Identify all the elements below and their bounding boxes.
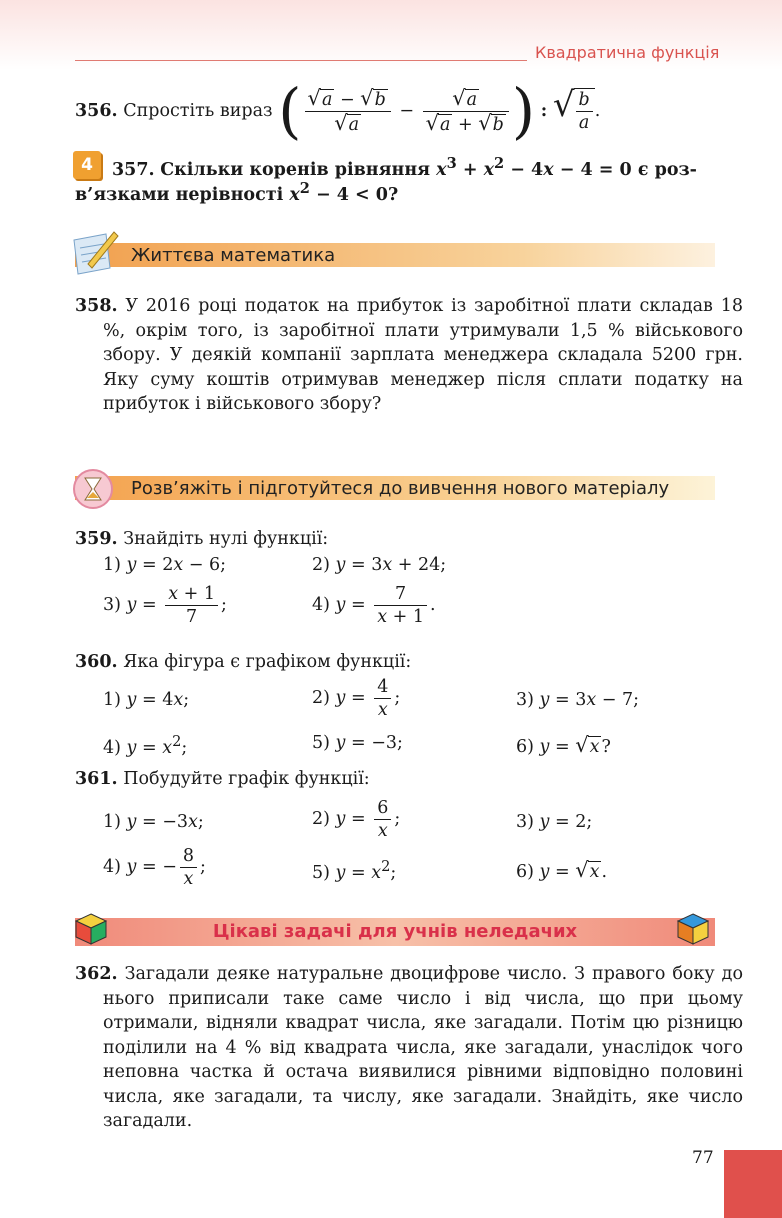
problem-text: Загадали деяке натуральне двоцифрове число. З правого боку до нього приписали таке саме число і від числа, що при цьому отримали, відняли квадрат числа, яке загадали. Потім цю різницю поділили на 4 % від квадрата числа, яке загадали, унаслідок чого неповна частка й остача виявилися рівними відповідно половині числа, яке загадали, та числу, яке загадали. Знайдіть, яке число загадали.	[103, 964, 743, 1131]
notebook-pencil-icon	[70, 228, 120, 276]
item-360-2: 2) y = $\frac{4}{x}$ ;	[312, 677, 401, 720]
problem-number: 358.	[75, 296, 118, 316]
problem-number: 362.	[75, 964, 118, 984]
problem-text: У 2016 році податок на прибуток із заробітної плати складав 18 %, окрім того, із заробітної плати утримували 1,5 % військового збору. У деякій компанії зарплата менеджера складала 5200 грн. Яку суму коштів отримував менеджер після сплати податку на прибуток і військового збору?	[103, 296, 743, 414]
running-header: Квадратична функція	[535, 43, 720, 62]
problem-357-line2: в’язками нерівності $x^2 - 4 < 0$?	[75, 180, 399, 205]
banner-prepare: Розв’яжіть і підготуйтеся до вивчення нового матеріалу	[75, 476, 715, 500]
formula-356: ( $\frac{√a - √b}{√a}$ − $\frac{√a}{√a + √b}$ ) : √ $\frac{b}{a}$ .	[278, 76, 601, 147]
problem-362	[75, 962, 743, 1134]
item-361-5: 5) $y = x^2$;	[312, 858, 397, 883]
problem-358	[75, 294, 743, 417]
problem-text: Яка фігура є графіком функції:	[123, 652, 412, 672]
problem-text: Знайдіть нулі функції:	[123, 529, 329, 549]
item-360-6: 6) y = √x ?	[516, 733, 611, 757]
item-360-5: 5) y = −3;	[312, 733, 403, 753]
banner-interesting: Цікаві задачі для учнів неледачих	[75, 918, 715, 946]
problem-number: 361.	[75, 769, 118, 789]
item-361-3: 3) y = 2;	[516, 812, 593, 832]
problem-number: 357.	[112, 159, 155, 180]
problem-356	[75, 74, 725, 147]
page-number: 77	[692, 1148, 714, 1168]
problem-number: 359.	[75, 529, 118, 549]
problem-text: Скільки коренів рівняння	[160, 159, 431, 180]
problem-357: 357. Скільки коренів рівняння $x^3 + x^2 - 4x - 4 = 0$ є роз-	[112, 155, 697, 180]
problem-361	[75, 767, 370, 792]
banner-life-math: Життєва математика	[75, 243, 715, 267]
header-rule	[75, 60, 527, 61]
item-359-4: 4) y = $\frac{7}{x + 1}$ .	[312, 584, 436, 627]
item-360-1: 1) y = 4x;	[103, 690, 190, 710]
item-359-1: 1) y = 2x − 6;	[103, 555, 227, 575]
item-359-2: 2) y = 3x + 24;	[312, 555, 447, 575]
problem-text: Спростіть вираз	[123, 101, 273, 121]
item-361-1: 1) y = −3x;	[103, 812, 204, 832]
problem-359	[75, 527, 328, 552]
item-361-6: 6) y = √x .	[516, 858, 608, 882]
problem-360	[75, 650, 411, 675]
item-360-4: 4) $y = x^2$;	[103, 733, 188, 758]
item-360-3: 3) y = 3x − 7;	[516, 690, 640, 710]
page-corner-block	[724, 1150, 782, 1218]
rubiks-cube-icon	[74, 912, 108, 946]
item-359-3: 3) y = $\frac{x + 1}{7}$ ;	[103, 584, 227, 627]
problem-number: 360.	[75, 652, 118, 672]
hourglass-icon	[72, 468, 114, 510]
problem-number: 356.	[75, 101, 118, 121]
rubiks-cube-icon	[676, 912, 710, 946]
difficulty-4-icon: 4	[73, 151, 101, 179]
item-361-2: 2) y = $\frac{6}{x}$ ;	[312, 798, 401, 841]
item-361-4: 4) y = − $\frac{8}{x}$ ;	[103, 846, 206, 889]
problem-text: Побудуйте графік функції:	[123, 769, 370, 789]
